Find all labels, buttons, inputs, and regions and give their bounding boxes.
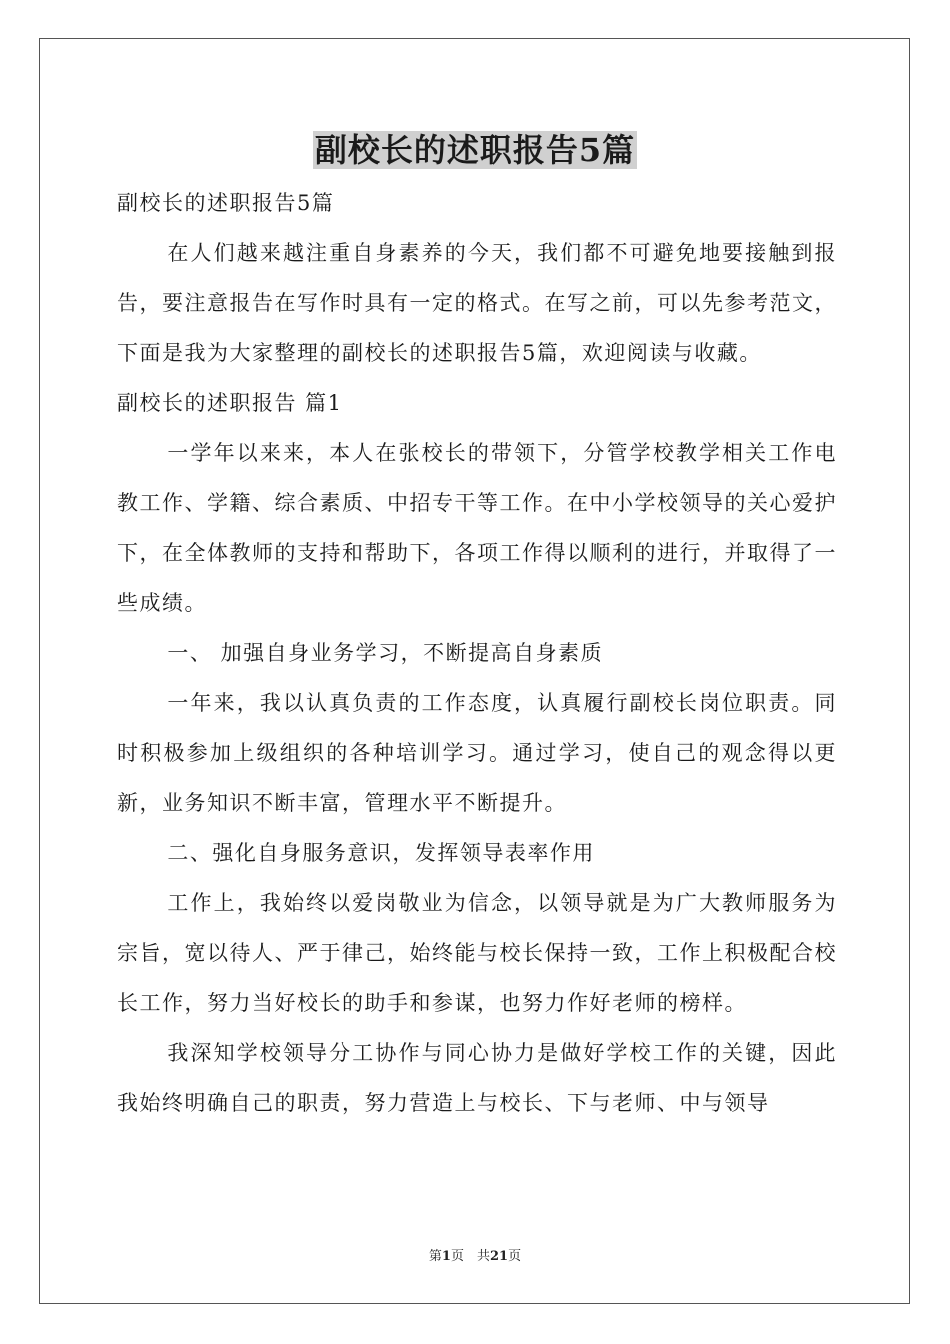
paragraph: 我深知学校领导分工协作与同心协力是做好学校工作的关键，因此我始终明确自己的职责，努力营造上与校长、下与老师、中与领导 xyxy=(117,1041,837,1115)
page-total: 21 xyxy=(489,1249,509,1264)
document-title xyxy=(0,128,950,172)
subheading: 二、强化自身服务意识，发挥领导表率作用 xyxy=(167,841,595,865)
paragraph: 一年来，我以认真负责的工作态度，认真履行副校长岗位职责。同时积极参加上级组织的各种培训学习。通过学习，使自己的观念得以更新，业务知识不断丰富，管理水平不断提升。 xyxy=(117,691,837,815)
paragraph: 在人们越来越注重自身素养的今天，我们都不可避免地要接触到报告，要注意报告在写作时具有一定的格式。在写之前，可以先参考范文，下面是我为大家整理的副校长的述职报告5篇，欢迎阅读与收藏。 xyxy=(117,241,837,365)
document-body xyxy=(117,178,837,1128)
paragraph: 工作上，我始终以爱岗敬业为信念，以领导就是为广大教师服务为宗旨，宽以待人、严于律己，始终能与校长保持一致，工作上积极配合校长工作，努力当好校长的助手和参谋，也努力作好老师的榜样。 xyxy=(117,891,837,1015)
title-text: 副校长的述职报告5篇 xyxy=(314,131,636,169)
paragraph: 副校长的述职报告5篇 xyxy=(117,191,335,215)
paragraph: 一学年以来来，本人在张校长的带领下，分管学校教学相关工作电教工作、学籍、综合素质、中招专干等工作。在中小学校领导的关心爱护下，在全体教师的支持和帮助下，各项工作得以顺利的进行，并取得了一些成绩。 xyxy=(117,441,837,615)
page-footer xyxy=(0,1245,950,1264)
page-suffix: 页 xyxy=(508,1249,522,1264)
section-heading: 副校长的述职报告 篇1 xyxy=(117,391,343,415)
page-current: 1 xyxy=(441,1249,451,1264)
page-mid: 页 共 xyxy=(450,1249,490,1264)
page-prefix: 第 xyxy=(428,1249,442,1264)
subheading: 一、 加强自身业务学习，不断提高自身素质 xyxy=(167,641,604,665)
